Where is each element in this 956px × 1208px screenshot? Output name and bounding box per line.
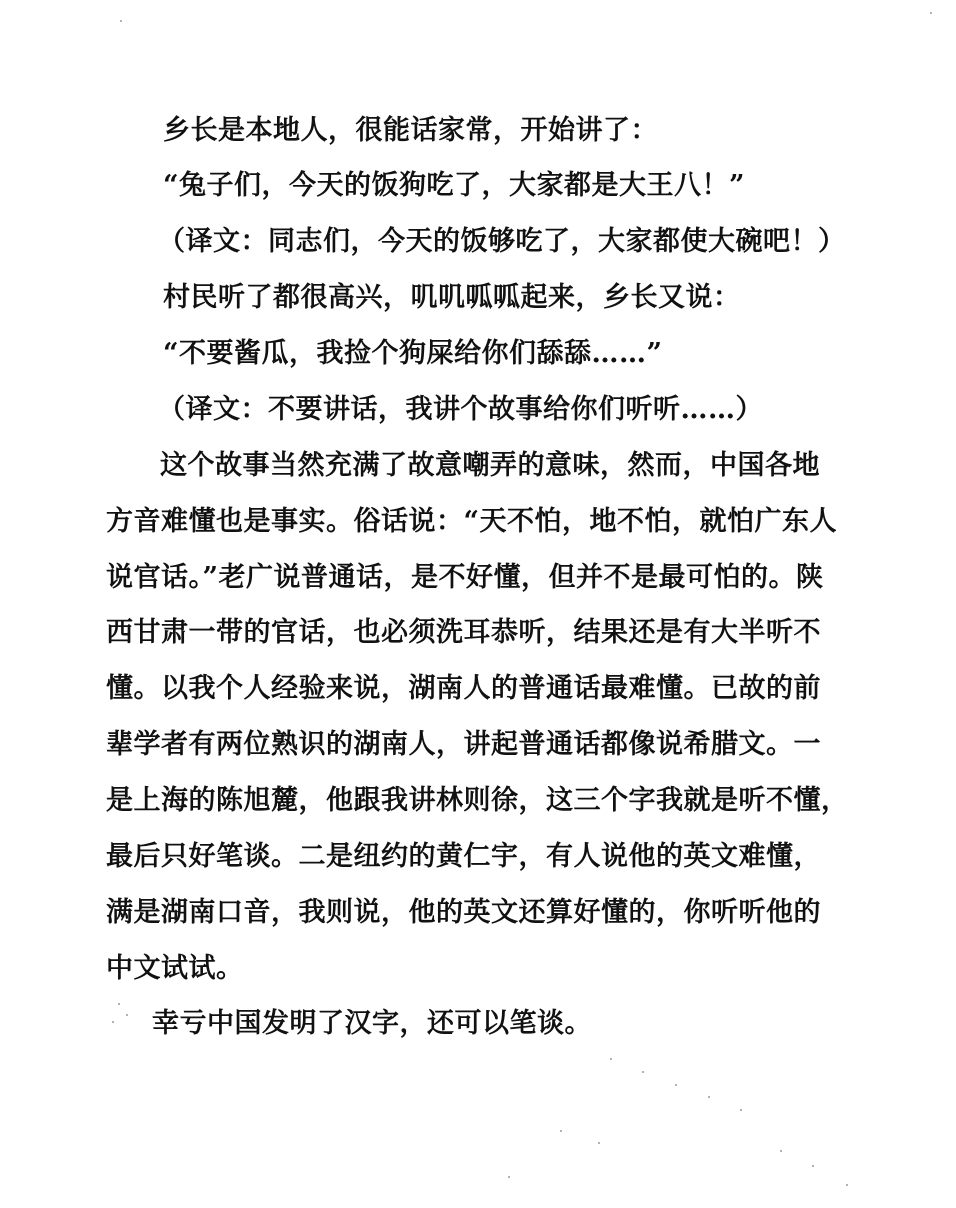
text-line: 幸亏中国发明了汉字，还可以笔谈。 [152,1008,592,1039]
text-line: 懂。以我个人经验来说，湖南人的普通话最难懂。已故的前 [106,673,821,704]
scan-speckle [560,1130,562,1132]
scan-speckle [112,1021,114,1023]
text-line: （译文：同志们，今天的饭够吃了，大家都使大碗吧！） [158,226,846,257]
scan-speckle [708,1096,710,1098]
text-line: 最后只好笔谈。二是纽约的黄仁宇，有人说他的英文难懂， [106,841,821,872]
scan-speckle [846,1184,848,1186]
text-line: 是上海的陈旭麓，他跟我讲林则徐，这三个字我就是听不懂， [106,785,849,816]
scan-speckle [508,1176,510,1178]
text-line: “兔子们，今天的饭狗吃了，大家都是大王八！” [163,170,746,201]
text-line: 中文试试。 [106,953,244,984]
scan-speckle [118,1003,120,1005]
scan-speckle [120,20,122,22]
scan-speckle [642,1071,644,1073]
text-line: （译文：不要讲话，我讲个故事给你们听听……） [158,394,763,425]
text-line: 乡长是本地人，很能话家常，开始讲了： [163,115,658,146]
scan-speckle [610,1058,612,1060]
scan-speckle [740,1109,742,1111]
text-line: 方音难懂也是事实。俗话说：“天不怕，地不怕，就怕广东人 [106,506,838,537]
scan-speckle [675,1084,677,1086]
text-line: 满是湖南口音，我则说，他的英文还算好懂的，你听听他的 [106,897,821,928]
text-line: 西甘肃一带的官话，也必须洗耳恭听，结果还是有大半听不 [106,617,821,648]
scan-speckle [930,12,932,14]
scan-speckle [598,1142,600,1144]
text-line: 这个故事当然充满了故意嘲弄的意味，然而，中国各地 [160,450,820,481]
scan-speckle [780,1150,782,1152]
text-line: 辈学者有两位熟识的湖南人，讲起普通话都像说希腊文。一 [106,729,821,760]
text-line: “不要酱瓜，我捡个狗屎给你们舔舔……” [163,338,663,369]
text-line: 村民听了都很高兴，叽叽呱呱起来，乡长又说： [163,282,741,313]
scan-speckle [812,1165,814,1167]
scan-speckle [126,1014,128,1016]
text-line: 说官话。”老广说普通话，是不好懂，但并不是最可怕的。陕 [106,562,824,593]
